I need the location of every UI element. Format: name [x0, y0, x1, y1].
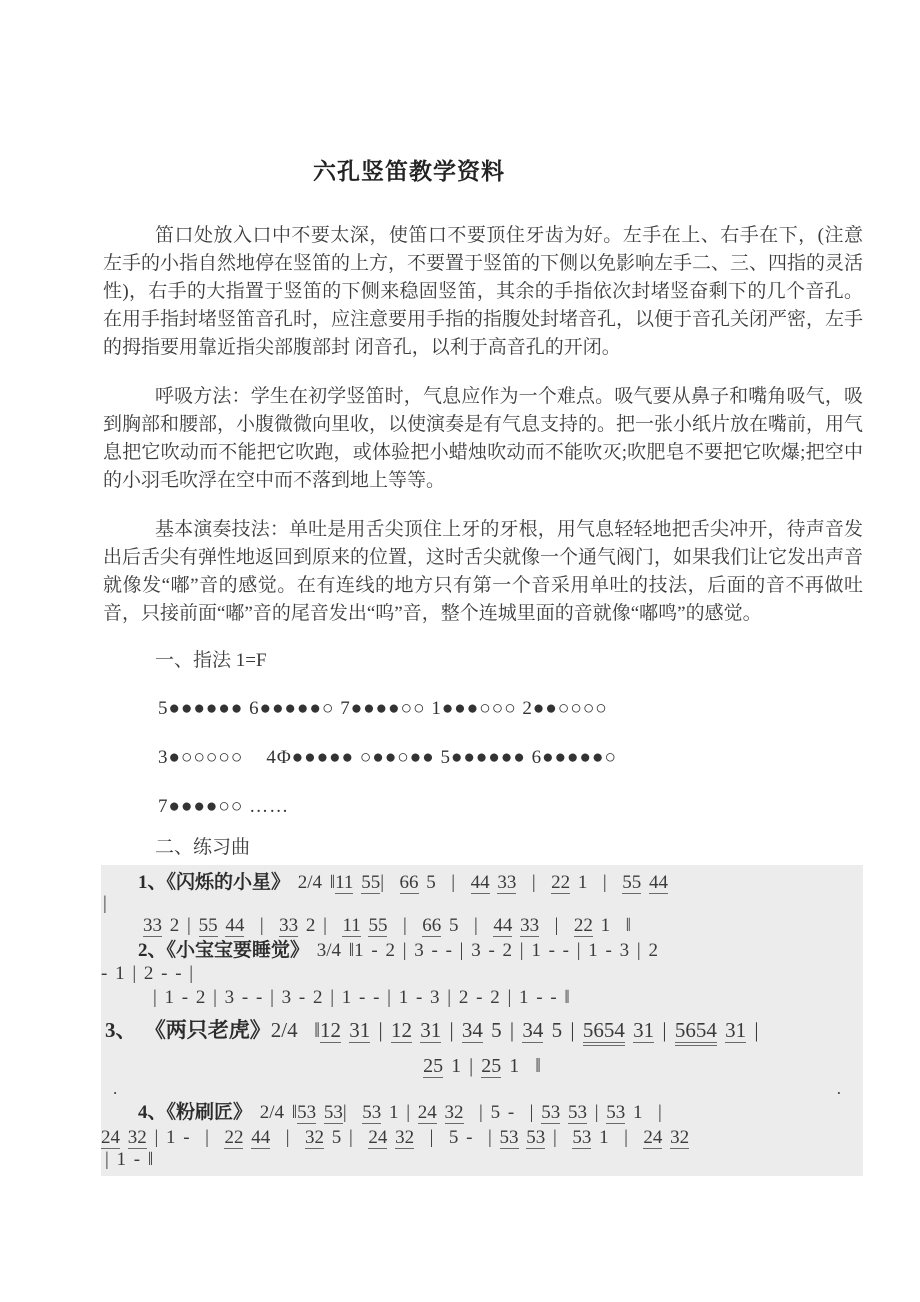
note-token: 2、《小宝宝要睡觉》 [138, 940, 310, 961]
note-token: | [586, 1102, 607, 1123]
fingering-line: 5●●●●●● 6●●●●●○ 7●●●●○○ 1●●●○○○ 2●●○○○○ [158, 698, 608, 719]
music-line [101, 938, 863, 963]
music-line [101, 1054, 863, 1079]
note-token [641, 872, 649, 893]
note-token: 3/4 ‖1 - 2 | 3 - - | 3 - 2 | 1 - - | 1 - 3 | 2 [309, 940, 658, 961]
note-token: 32 [395, 1127, 415, 1148]
note-token: 44 [493, 915, 513, 936]
note-token: 31 [349, 1018, 371, 1042]
note-token: 5654 [583, 1018, 625, 1046]
note-token: 2 | [162, 915, 199, 936]
note-token: 33 [279, 915, 299, 936]
note-token: 31 [633, 1018, 655, 1042]
note-token: 12 [390, 1018, 412, 1042]
note-token: 22 [224, 1127, 244, 1148]
note-token: 55 [622, 872, 642, 893]
note-token: 5 | [324, 1127, 369, 1148]
note-token: 2/4 ‖ [252, 1102, 298, 1123]
note-token: | [270, 1127, 305, 1148]
note-token: | [545, 1127, 573, 1148]
note-token: 1 | [570, 872, 623, 893]
note-token: 55 [368, 915, 388, 936]
paragraph: 基本演奏技法：单吐是用舌尖顶住上牙的牙根，用气息轻轻地把舌尖冲开，待声音发出后舌尖有弹性地返回到原来的位置，这时舌尖就像一个通气阀门，如果我们让它发出声音就像发“嘟”音的感觉。在有连线的地方只有第一个音采用单吐的技法，后面的音不再做吐音，只接前面“嘟”音的尾音发出“呜”音，整个连城里面的音就像“嘟鸣”的感觉。 [103, 519, 864, 624]
note-token [437, 1102, 445, 1123]
note-token: | [441, 1018, 462, 1042]
note-token: | 5 - | [463, 1102, 542, 1123]
note-token: - 1 | 2 - - | [101, 963, 194, 984]
note-token [662, 1127, 670, 1148]
note-token: 5 | [418, 872, 471, 893]
note-token: 31 [420, 1018, 442, 1042]
note-token: 11 [335, 872, 354, 893]
note-token: 22 [573, 915, 593, 936]
note-token [512, 915, 520, 936]
music-line [101, 895, 863, 913]
note-token: 11 [342, 915, 361, 936]
note-token: 24 [101, 1127, 120, 1148]
note-token: 53 [526, 1127, 546, 1148]
note-token: . [113, 1079, 118, 1098]
note-token: 2/4 ‖ [270, 1018, 320, 1042]
note-token: 32 [670, 1127, 690, 1148]
music-line [101, 870, 863, 895]
note-token: | [244, 915, 280, 936]
note-token: 33 [520, 915, 540, 936]
note-token: | 1 - 2 | 3 - - | 3 - 2 | 1 - - | 1 - 3 | 2 - 2 | 1 - - ‖ [153, 987, 570, 1008]
note-token: 4、《粉刷匠》 [138, 1102, 253, 1123]
paragraph: 笛口处放入口中不要太深，使笛口不要顶住牙齿为好。左手在上、右手在下，(注意左手的小指自然地停在竖笛的上方，不要置于竖笛的下侧以免影响左手二、三、四指的灵活性)，右手的大指置于竖笛的下侧来稳固竖笛，其余的手指依次封堵竖奋剩下的几个音孔。在用手指封堵竖笛音孔时，应注意要用手指的指腹处封堵音孔，以便于音孔关闭严密，左手的拇指要用靠近指尖部腹部封 闭音孔，以利于高音孔的开闭。 [103, 225, 864, 358]
note-token: 22 [551, 872, 571, 893]
fingering-line: 3●○○○○○ 4Φ●●●●● ○●●○●● 5●●●●●● 6●●●●●○ [158, 747, 617, 768]
note-token: | [516, 872, 552, 893]
music-line [101, 985, 863, 1010]
note-token: | [103, 893, 107, 914]
note-token: | [746, 1018, 759, 1042]
note-token: 33 [497, 872, 517, 893]
note-token: 5 | [482, 1018, 523, 1042]
note-token [341, 1018, 349, 1042]
note-token: 12 [319, 1018, 341, 1042]
note-token: | [387, 915, 423, 936]
note-token: 5654 [675, 1018, 717, 1046]
note-token: 2 | [298, 915, 343, 936]
paragraph: 呼吸方法：学生在初学竖笛时，气息应作为一个难点。吸气要从鼻子和嘴角吸气，吸到胸部和腰部，小腹微微向里收，以使演奏是有气息支持的。把一张小纸片放在嘴前，用气息把它吹动而不能把它吹跑，或体验把小蜡烛吹动而不能吹灭;吹肥皂不要把它吹爆;把空中的小羽毛吹浮在空中而不落到地上等等。 [103, 386, 864, 491]
note-token: 25 [423, 1055, 444, 1077]
note-token: 24 [643, 1127, 663, 1148]
note-token: 53 [541, 1102, 561, 1123]
note-token: 44 [470, 872, 490, 893]
note-token [316, 1102, 324, 1123]
note-token: | [654, 1018, 675, 1042]
note-token: 5 | [543, 1018, 583, 1042]
note-token: 44 [648, 872, 668, 893]
note-token: | 1 - | [146, 1127, 225, 1148]
note-token: 1 | [625, 1102, 662, 1123]
note-token: | [370, 1018, 391, 1042]
note-token [412, 1018, 420, 1042]
note-token: 53 [567, 1102, 587, 1123]
note-token: 34 [522, 1018, 544, 1042]
note-token: 53 [606, 1102, 626, 1123]
note-token [387, 1127, 395, 1148]
note-token: 2/4 ‖ [290, 872, 336, 893]
note-token: | [380, 872, 400, 893]
note-token: . [836, 1079, 841, 1098]
note-token: 66 [422, 915, 442, 936]
note-token: 44 [225, 915, 245, 936]
note-token: | [342, 1102, 363, 1123]
body-paragraphs [103, 222, 863, 628]
fingering-chart [0, 696, 920, 820]
note-token: 1 ‖ [501, 1055, 541, 1077]
music-line [101, 1100, 863, 1125]
note-token: 53 [323, 1102, 343, 1123]
note-token: 32 [444, 1102, 464, 1123]
music-block [101, 865, 863, 1176]
fingering-heading: 一、指法 1=F [155, 650, 267, 671]
note-token: 1 | [443, 1055, 482, 1077]
note-token: 1、《闪烁的小星》 [138, 872, 291, 893]
note-token: 32 [305, 1127, 324, 1148]
note-token: 55 [198, 915, 218, 936]
note-token: 3、 《两只老虎》 [105, 1018, 271, 1042]
note-token: 53 [572, 1127, 592, 1148]
music-line [101, 963, 863, 985]
note-token: | 1 - ‖ [105, 1149, 154, 1170]
music-line [101, 1150, 863, 1170]
note-token: 24 [417, 1102, 437, 1123]
music-line [101, 1125, 863, 1150]
note-token: 55 [361, 872, 381, 893]
note-token: 53 [362, 1102, 382, 1123]
note-token [560, 1102, 568, 1123]
note-token: | 5 - | [414, 1127, 500, 1148]
note-token: 31 [725, 1018, 747, 1042]
music-line [101, 913, 863, 938]
note-token: 32 [127, 1127, 147, 1148]
note-token [717, 1018, 725, 1042]
practice-heading: 二、练习曲 [155, 837, 251, 858]
note-token: 33 [143, 915, 162, 936]
note-token: 53 [499, 1127, 519, 1148]
fingering-line: 7●●●●○○ …… [158, 796, 290, 817]
note-token: | [539, 915, 574, 936]
note-token: 24 [368, 1127, 388, 1148]
note-token: 66 [399, 872, 419, 893]
note-token [625, 1018, 633, 1042]
note-token: 1 | [381, 1102, 418, 1123]
music-line [101, 1014, 863, 1046]
note-token: 44 [251, 1127, 271, 1148]
note-token: 1 | [591, 1127, 644, 1148]
note-token: 34 [461, 1018, 483, 1042]
note-token [120, 1127, 128, 1148]
page-title: 六孔竖笛教学资料 [313, 159, 505, 184]
note-token: 25 [481, 1055, 502, 1077]
music-line [101, 1081, 863, 1096]
note-token: 53 [297, 1102, 317, 1123]
note-token: 5 | [441, 915, 494, 936]
note-token: 1 ‖ [592, 915, 632, 936]
